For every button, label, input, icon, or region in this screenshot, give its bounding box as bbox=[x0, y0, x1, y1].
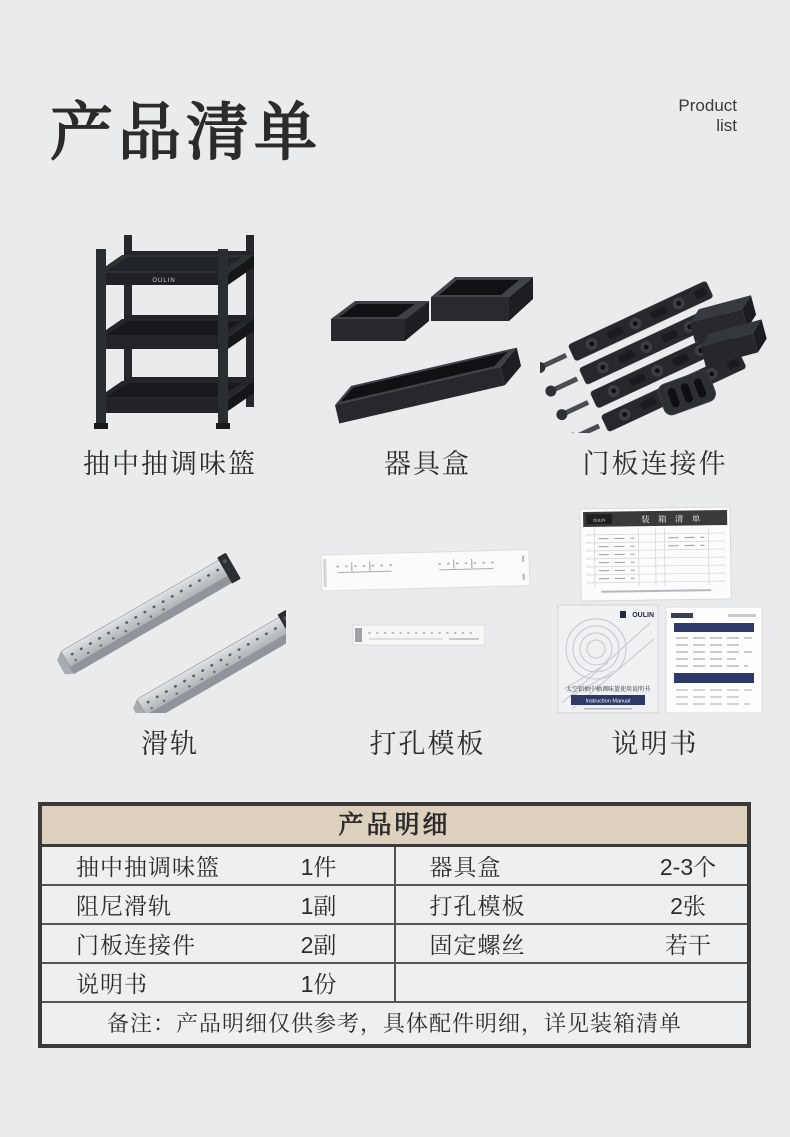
utensil-boxes-image bbox=[313, 227, 543, 433]
product-label-rails: 滑轨 bbox=[141, 729, 199, 759]
product-cell-connectors bbox=[555, 226, 755, 498]
table-row-2-left bbox=[42, 886, 394, 923]
item-name: 抽中抽调味篮 bbox=[76, 854, 220, 880]
item-qty: 2张 bbox=[670, 893, 706, 919]
product-cell-boxes bbox=[300, 226, 555, 498]
item-qty: 1副 bbox=[300, 893, 337, 919]
table-note: 备注：产品明细仅供参考，具体配件明细，详见装箱清单 bbox=[106, 1011, 682, 1036]
manual-cover-title: 太空铝抽中抽调味篮使用说明书 bbox=[565, 687, 651, 693]
item-name: 门板连接件 bbox=[76, 932, 196, 958]
table-row-3 bbox=[42, 925, 747, 964]
table-row-3-right bbox=[394, 925, 748, 962]
item-qty: 2-3个 bbox=[659, 854, 717, 880]
packing-list-title: 装 箱 清 单 bbox=[641, 513, 704, 525]
product-cell-basket bbox=[40, 226, 300, 498]
item-qty: 1份 bbox=[300, 971, 337, 997]
drilling-template-photo bbox=[313, 506, 543, 714]
manual-photo bbox=[540, 506, 770, 714]
basket-brand-logo: OULIN bbox=[152, 278, 176, 284]
manual-image bbox=[540, 505, 770, 715]
table-row-3-left bbox=[42, 925, 394, 962]
product-label-basket: 抽中抽调味篮 bbox=[83, 449, 257, 479]
basket-rack-image bbox=[72, 227, 268, 433]
table-row-2 bbox=[42, 886, 747, 925]
slide-rails-image bbox=[54, 507, 286, 713]
product-grid bbox=[40, 226, 755, 778]
item-qty: 1件 bbox=[300, 854, 337, 880]
packing-brand-logo: OULIN bbox=[593, 517, 606, 523]
table-row-1 bbox=[42, 847, 747, 886]
table-row-4-right bbox=[394, 964, 748, 1001]
product-label-template: 打孔模板 bbox=[369, 729, 486, 759]
product-cell-rails bbox=[40, 506, 300, 778]
manual-cover-subtitle: Instruction Manual bbox=[585, 698, 631, 705]
item-name: 阻尼滑轨 bbox=[76, 893, 172, 919]
table-row-4-left bbox=[42, 964, 394, 1001]
item-name: 器具盒 bbox=[429, 854, 502, 880]
product-label-connectors: 门板连接件 bbox=[582, 449, 728, 479]
page-subtitle bbox=[678, 96, 737, 136]
product-cell-manual bbox=[555, 506, 755, 778]
product-label-manual: 说明书 bbox=[611, 729, 699, 759]
item-qty: 2副 bbox=[300, 932, 337, 958]
manual-cover-brand-logo: OULIN bbox=[632, 612, 654, 619]
drilling-template-image bbox=[313, 507, 543, 713]
table-title: 产品明细 bbox=[42, 806, 747, 847]
utensil-boxes-photo bbox=[313, 226, 543, 434]
table-row-1-right bbox=[394, 847, 748, 884]
basket-rack-photo bbox=[72, 226, 268, 434]
page-title: 产品清单 bbox=[50, 98, 322, 168]
item-name: 固定螺丝 bbox=[429, 932, 526, 958]
table-row-1-left bbox=[42, 847, 394, 884]
door-connectors-image bbox=[540, 227, 770, 433]
slide-rails-photo bbox=[54, 506, 286, 714]
page-subtitle-line1: Product bbox=[678, 96, 737, 115]
door-connectors-photo bbox=[540, 226, 770, 434]
item-qty: 若干 bbox=[665, 932, 711, 958]
product-detail-table bbox=[38, 802, 751, 1048]
product-label-boxes: 器具盒 bbox=[384, 449, 471, 479]
item-name: 打孔模板 bbox=[429, 893, 526, 919]
item-name: 说明书 bbox=[76, 971, 148, 997]
product-cell-template bbox=[300, 506, 555, 778]
page-subtitle-line2: list bbox=[716, 116, 737, 136]
table-row-2-right bbox=[394, 886, 748, 923]
table-row-4 bbox=[42, 964, 747, 1003]
